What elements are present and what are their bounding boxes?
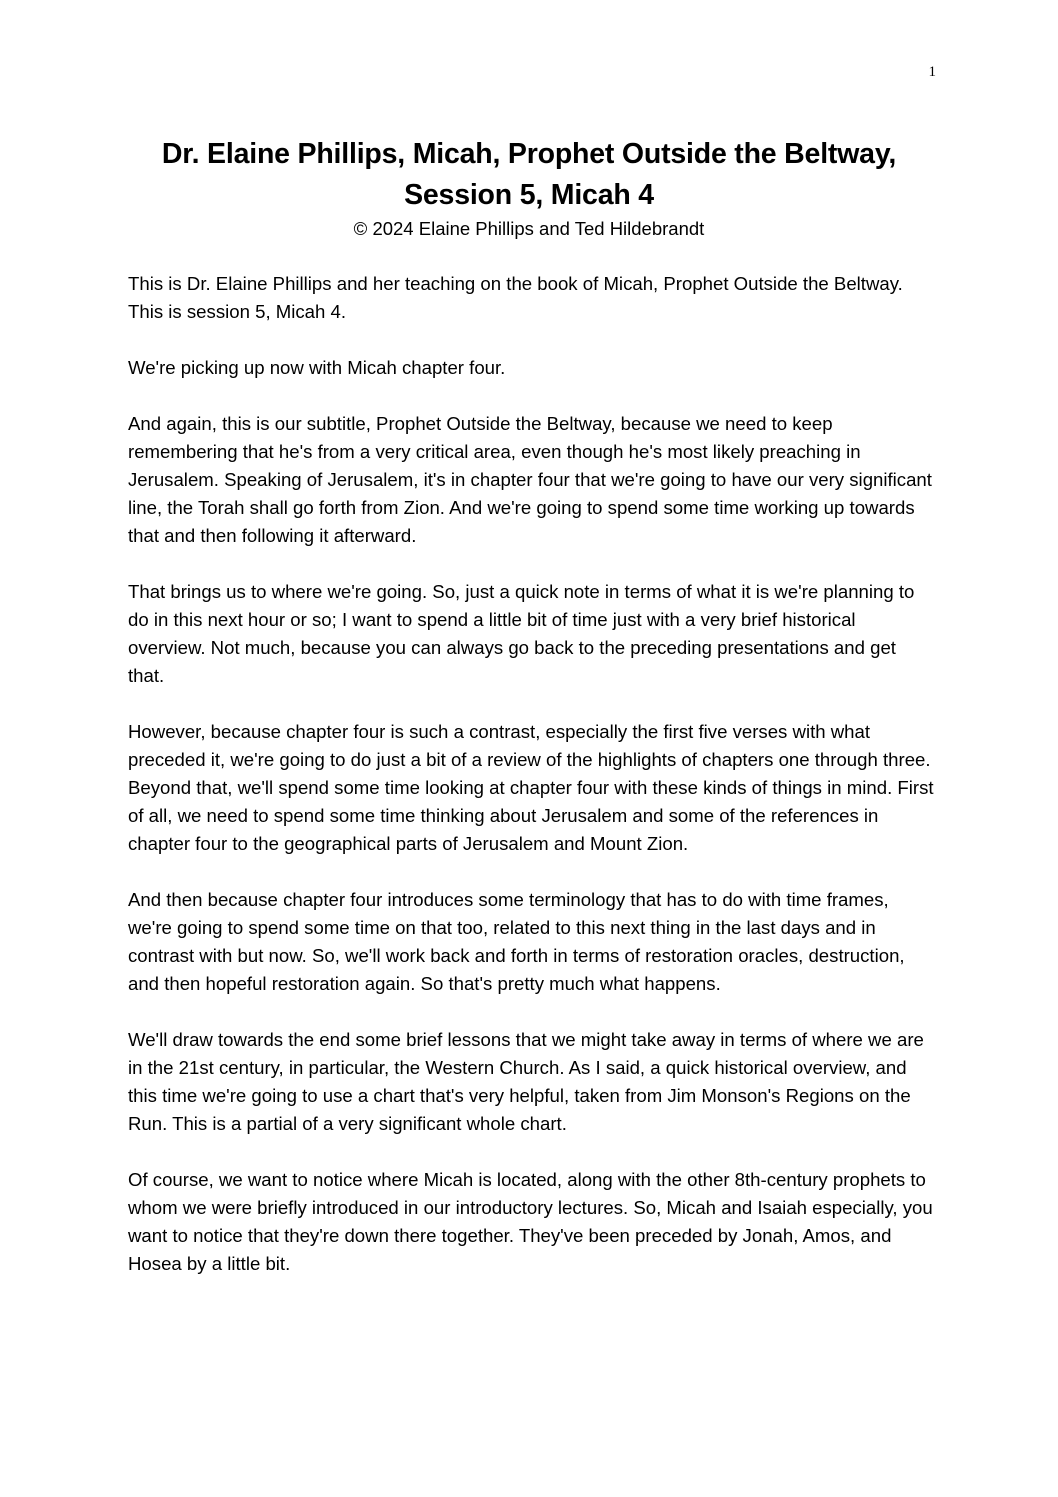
title-block: [128, 134, 930, 242]
paragraph: Of course, we want to notice where Micah is located, along with the other 8th-century prophets to whom we were briefly introduced in our introductory lectures. So, Micah and Isaiah especially, you want to notice that they're down there together. They've been preceded by Jonah, Amos, and Hosea by a little bit.: [128, 1169, 933, 1274]
document-title: Dr. Elaine Phillips, Micah, Prophet Outside the Beltway, Session 5, Micah 4: [161, 138, 897, 211]
paragraph: And again, this is our subtitle, Prophet Outside the Beltway, because we need to keep remembering that he's from a very critical area, even though he's most likely preaching in Jerusalem. Speaking of Jerusalem, it's in chapter four that we're going to have our very significant line, the Torah shall go forth from Zion. And we're going to spend some time working up towards that and then following it afterward.: [128, 413, 932, 546]
body-text: [128, 270, 934, 1306]
paragraph: And then because chapter four introduces some terminology that has to do with time frames, we're going to spend some time on that too, related to this next thing in the last days and in contrast with but now. So, we'll work back and forth in terms of restoration oracles, destruction, and then hopeful restoration again. So that's pretty much what happens.: [128, 889, 905, 994]
copyright-line: © 2024 Elaine Phillips and Ted Hildebrandt: [353, 218, 705, 239]
paragraph: We're picking up now with Micah chapter four.: [128, 357, 506, 378]
paragraph: However, because chapter four is such a contrast, especially the first five verses with what preceded it, we're going to do just a bit of a review of the highlights of chapters one through three. Beyond that, we'll spend some time looking at chapter four with these kinds of things in mind. First of all, we need to spend some time thinking about Jerusalem and some of the references in chapter four to the geographical parts of Jerusalem and Mount Zion.: [128, 721, 934, 854]
paragraph: This is Dr. Elaine Phillips and her teaching on the book of Micah, Prophet Outside the Beltway. This is session 5, Micah 4.: [128, 273, 903, 322]
paragraph: That brings us to where we're going. So, just a quick note in terms of what it is we're planning to do in this next hour or so; I want to spend a little bit of time just with a very brief historical overview. Not much, because you can always go back to the preceding presentations and get that.: [128, 581, 915, 686]
page-number: 1: [928, 64, 936, 80]
paragraph: We'll draw towards the end some brief lessons that we might take away in terms of where we are in the 21st century, in particular, the Western Church. As I said, a quick historical overview, and this time we're going to use a chart that's very helpful, taken from Jim Monson's Regions on the Run. This is a partial of a very significant whole chart.: [128, 1029, 924, 1134]
